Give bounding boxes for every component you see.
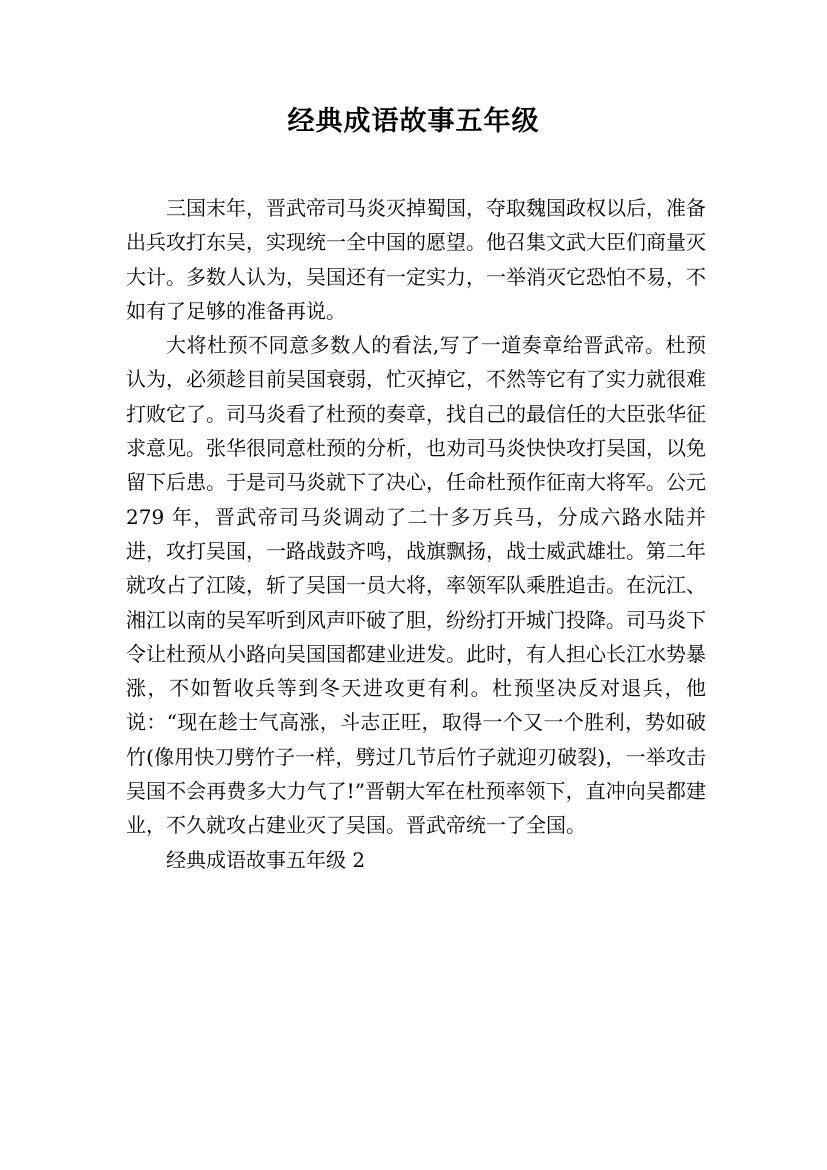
next-section-heading: 经典成语故事五年级 2 <box>166 847 366 872</box>
paragraph-2: 大将杜预不同意多数人的看法,写了一道奏章给晋武帝。杜预认为，必须趁目前吴国衰弱，忙灭掉它，不然等它有了实力就很难打败它了。司马炎看了杜预的奏章，找自己的最信任的大臣张华征求意见。张华很同意杜预的分析，也劝司马炎快快攻打吴国，以免留下后患。于是司马炎就下了决心，任命杜预作征南大将军。公元 279 年，晋武帝司马炎调动了二十多万兵马，分成六路水陆并进，攻打吴国，一路战鼓齐鸣，战旗飘扬，战士威武雄壮。第二年就攻占了江陵，斩了吴国一员大将，率领军队乘胜追击。在沅江、湘江以南的吴军听到风声吓破了胆，纷纷打开城门投降。司马炎下令让杜预从小路向吴国国都建业进发。此时，有人担心长江水势暴涨，不如暂收兵等到冬天进攻更有利。杜预坚决反对退兵，他说：“现在趁士气高涨，斗志正旺，取得一个又一个胜利，势如破竹(像用快刀劈竹子一样，劈过几节后竹子就迎刃破裂)，一举攻击吴国不会再费多大力气了!”晋朝大军在杜预率领下，直冲向吴都建业，不久就攻占建业灭了吴国。晋武帝统一了全国。 <box>126 333 706 838</box>
paragraph-1: 三国末年，晋武帝司马炎灭掉蜀国，夺取魏国政权以后，准备出兵攻打东吴，实现统一全中国的愿望。他召集文武大臣们商量灭大计。多数人认为，吴国还有一定实力，一举消灭它恐怕不易，不如有了足够的准备再说。 <box>126 196 706 323</box>
document-title: 经典成语故事五年级 <box>287 106 540 137</box>
document-body <box>126 191 706 877</box>
